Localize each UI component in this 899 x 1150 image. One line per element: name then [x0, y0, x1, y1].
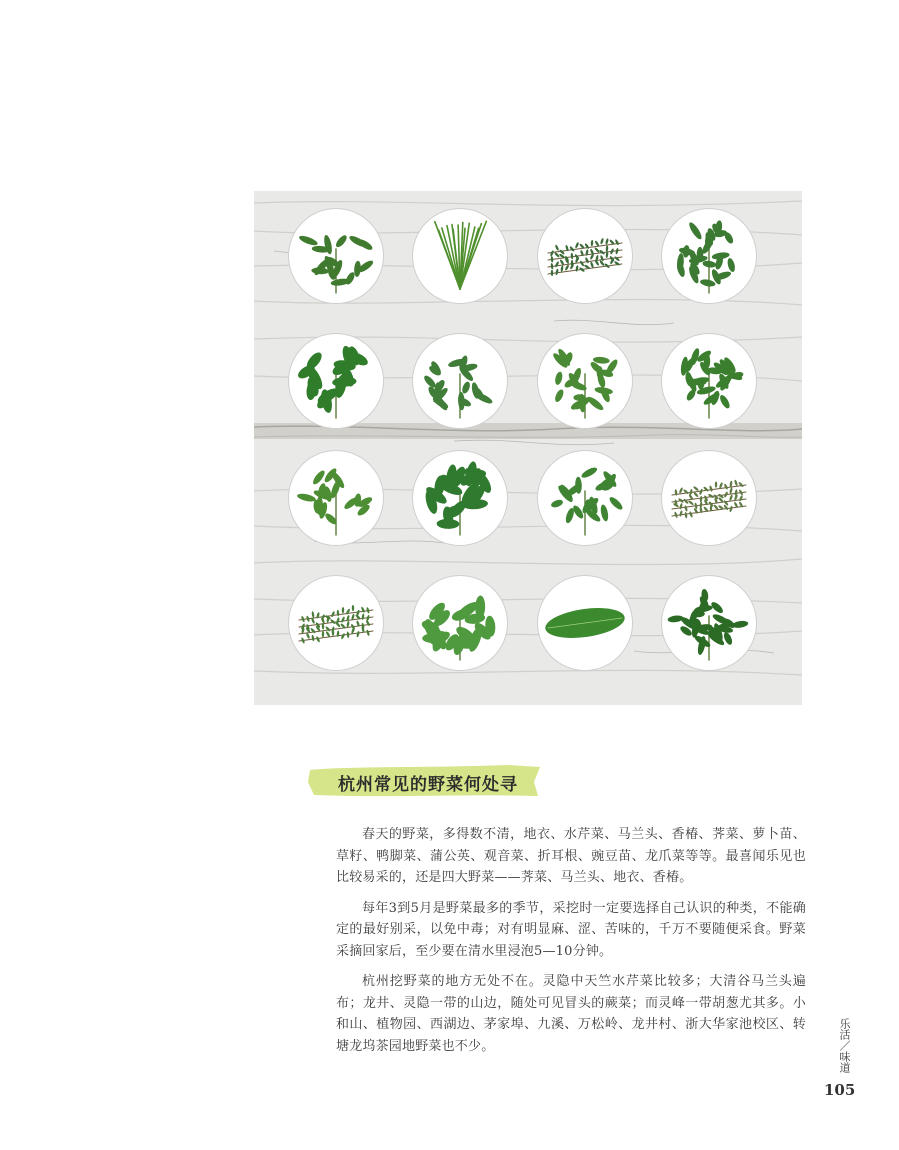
section-heading	[308, 764, 538, 798]
chives-icon	[412, 208, 508, 304]
paragraph: 杭州挖野菜的地方无处不在。灵隐中天竺水芹菜比较多；大清谷马兰头遍布；龙井、灵隐一带的山边，随处可见冒头的蕨菜；而灵峰一带胡葱尤其多。小和山、植物园、西湖边、茅家埠、九溪、万松岭、龙井村、浙大华家池校区、转塘龙坞茶园地野菜也不少。	[336, 974, 806, 1054]
herb-photo	[254, 191, 802, 705]
oregano-icon	[661, 208, 757, 304]
heading-text: 杭州常见的野菜何处寻	[338, 775, 518, 795]
thyme-icon	[661, 450, 757, 546]
chervil-icon	[288, 450, 384, 546]
marjoram-icon	[537, 333, 633, 429]
section-label: 乐活／味道	[838, 1018, 851, 1073]
paragraph: 每年3到5月是野菜最多的季节，采挖时一定要选择自己认识的种类，不能确定的最好别采，以免中毒；对有明显麻、涩、苦味的，千万不要随便采食。野菜采摘回家后，至少要在清水里浸泡5—10分钟。	[336, 900, 806, 959]
rosemary-icon	[537, 208, 633, 304]
bay-leaf-icon	[537, 575, 633, 671]
sorrel-icon	[412, 333, 508, 429]
page-number: 105	[824, 1081, 856, 1099]
mint-icon	[412, 575, 508, 671]
arugula-icon	[661, 333, 757, 429]
lemon-balm-icon	[537, 450, 633, 546]
spinach-icon	[412, 450, 508, 546]
parsley-icon	[661, 575, 757, 671]
tarragon-icon	[288, 575, 384, 671]
basil-icon	[288, 333, 384, 429]
dill-icon	[288, 208, 384, 304]
paragraph: 春天的野菜，多得数不清，地衣、水芹菜、马兰头、香椿、荠菜、萝卜苗、草籽、鸭脚菜、蒲公英、观音菜、折耳根、豌豆苗、龙爪菜等等。最喜闻乐见也比较易采的，还是四大野菜——荠菜、马兰头、地衣、香椿。	[336, 827, 806, 885]
body-text	[336, 824, 806, 1066]
